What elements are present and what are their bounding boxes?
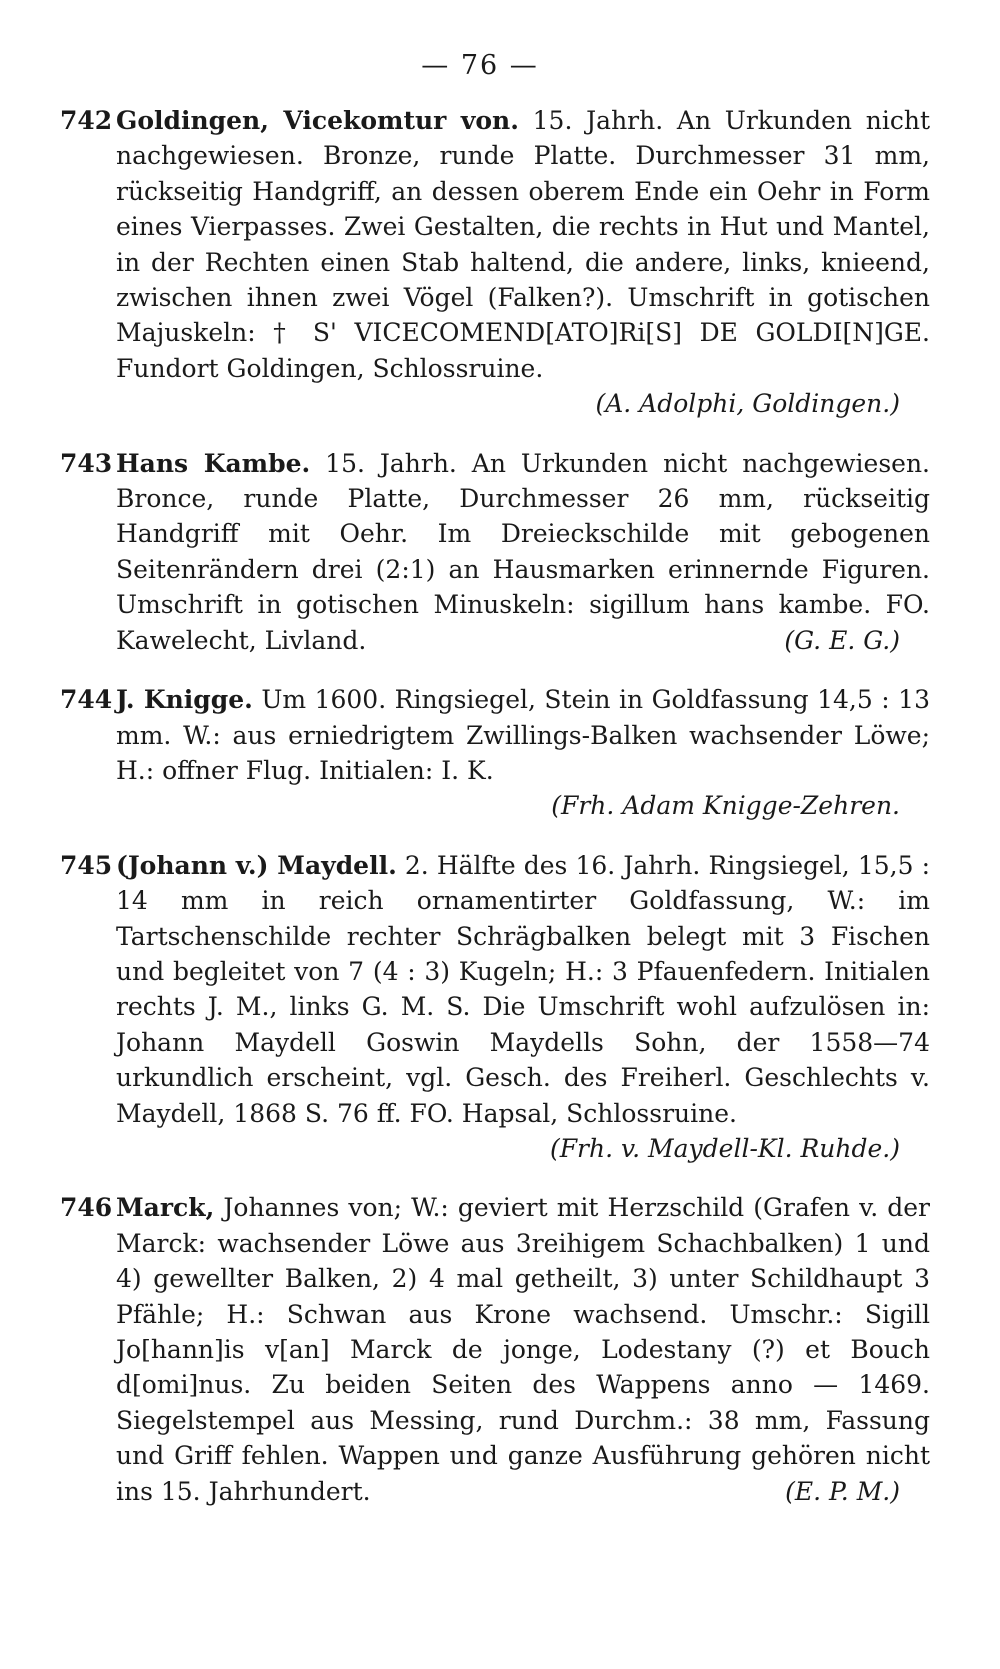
entry-heading: J. Knigge. xyxy=(116,685,253,715)
entry-body xyxy=(116,446,940,658)
entry-body xyxy=(116,682,940,824)
entry-body xyxy=(116,848,940,1167)
entry-number: 744 xyxy=(60,685,113,715)
entry-text: 15. Jahrh. An Urkunden nicht nachgewiesen. Bronce, runde Platte, Durchmesser 26 mm, rückseitig Handgriff mit Oehr. Im Dreieckschilde mit gebogenen Seitenrändern drei (2:1) an Hausmarken erinnernde Figuren. Umschrift in gotischen Minuskeln: sigillum hans kambe. FO. Kawelecht, Livland. xyxy=(116,448,931,655)
entry-number: 745 xyxy=(60,850,113,880)
entry-heading: Marck, xyxy=(116,1193,215,1223)
document-page xyxy=(60,50,940,1533)
entry-source: (Frh. Adam Knigge-Zehren. xyxy=(551,791,900,821)
entry-text: 2. Hälfte des 16. Jahrh. Ringsiegel, 15,5 : 14 mm in reich ornamentirter Goldfassung, W.: im Tartschenschilde rechter Schrägbalken belegt mit 3 Fischen und begleitet von 7 (4 : 3) Kugeln; H.: 3 Pfauenfedern. Initialen rechts J. M., links G. M. S. Die Umschrift wohl aufzulösen in: Johann Maydell Goswin Maydells Sohn, der 1558—74 urkundlich erscheint, vgl. Gesch. des Freiherl. Geschlechts v. Maydell, 1868 S. 76 ff. FO. Hapsal, Schlossruine. xyxy=(116,850,931,1128)
entry-body xyxy=(116,1190,940,1509)
catalog-entry-745 xyxy=(60,848,940,1167)
entry-heading: Goldingen, Vicekomtur von. xyxy=(116,106,519,135)
entry-source: (Frh. v. Maydell-Kl. Ruhde.) xyxy=(549,1133,900,1163)
entry-text: 15. Jahrh. An Urkunden nicht nachgewiesen. Bronze, runde Platte. Durchmesser 31 mm, rückseitig Handgriff, an dessen oberem Ende ein Oehr in Form eines Vierpasses. Zwei Gestalten, die rechts in Hut und Mantel, in der Rechten einen Stab haltend, die andere, links, knieend, zwischen ihnen zwei Vögel (Falken?). Umschrift in gotischen Majuskeln: † S' VICECOMEND[ATO]Ri[S] DE GOLDI[N]GE. Fundort Goldingen, Schlossruine. xyxy=(116,106,931,383)
entry-source: (G. E. G.) xyxy=(784,625,900,655)
entry-body xyxy=(116,103,940,422)
entry-source: (E. P. M.) xyxy=(785,1476,900,1506)
entry-number: 743 xyxy=(60,448,113,478)
entry-source: (A. Adolphi, Goldingen.) xyxy=(595,389,900,419)
catalog-entry-743 xyxy=(60,446,940,658)
catalog-entry-742 xyxy=(60,103,940,422)
entry-heading: Hans Kambe. xyxy=(116,448,311,478)
entry-text: Johannes von; W.: geviert mit Herzschild (Grafen v. der Marck: wachsender Löwe aus 3reihigem Schachbalken) 1 und 4) gewellter Balken, 2) 4 mal getheilt, 3) unter Schildhaupt 3 Pfähle; H.: Schwan aus Krone wachsend. Umschr.: Sigill Jo[hann]is v[an] Marck de jonge, Lodestany (?) et Bouch d[omi]nus. Zu beiden Seiten des Wappens anno — 1469. Siegelstempel aus Messing, rund Durchm.: 38 mm, Fassung und Griff fehlen. Wappen und ganze Ausführung gehören nicht ins 15. Jahrhundert. xyxy=(116,1193,931,1506)
page-number: — 76 — xyxy=(421,50,539,81)
entry-heading: (Johann v.) Maydell. xyxy=(116,850,397,880)
catalog-entry-746 xyxy=(60,1190,940,1509)
entry-text: Um 1600. Ringsiegel, Stein in Goldfassung 14,5 : 13 mm. W.: aus erniedrigtem Zwillings-Balken wachsender Löwe; H.: offner Flug. Initialen: I. K. xyxy=(116,685,930,785)
entry-number: 742 xyxy=(60,106,113,135)
entry-number: 746 xyxy=(60,1193,113,1223)
catalog-entry-744 xyxy=(60,682,940,824)
